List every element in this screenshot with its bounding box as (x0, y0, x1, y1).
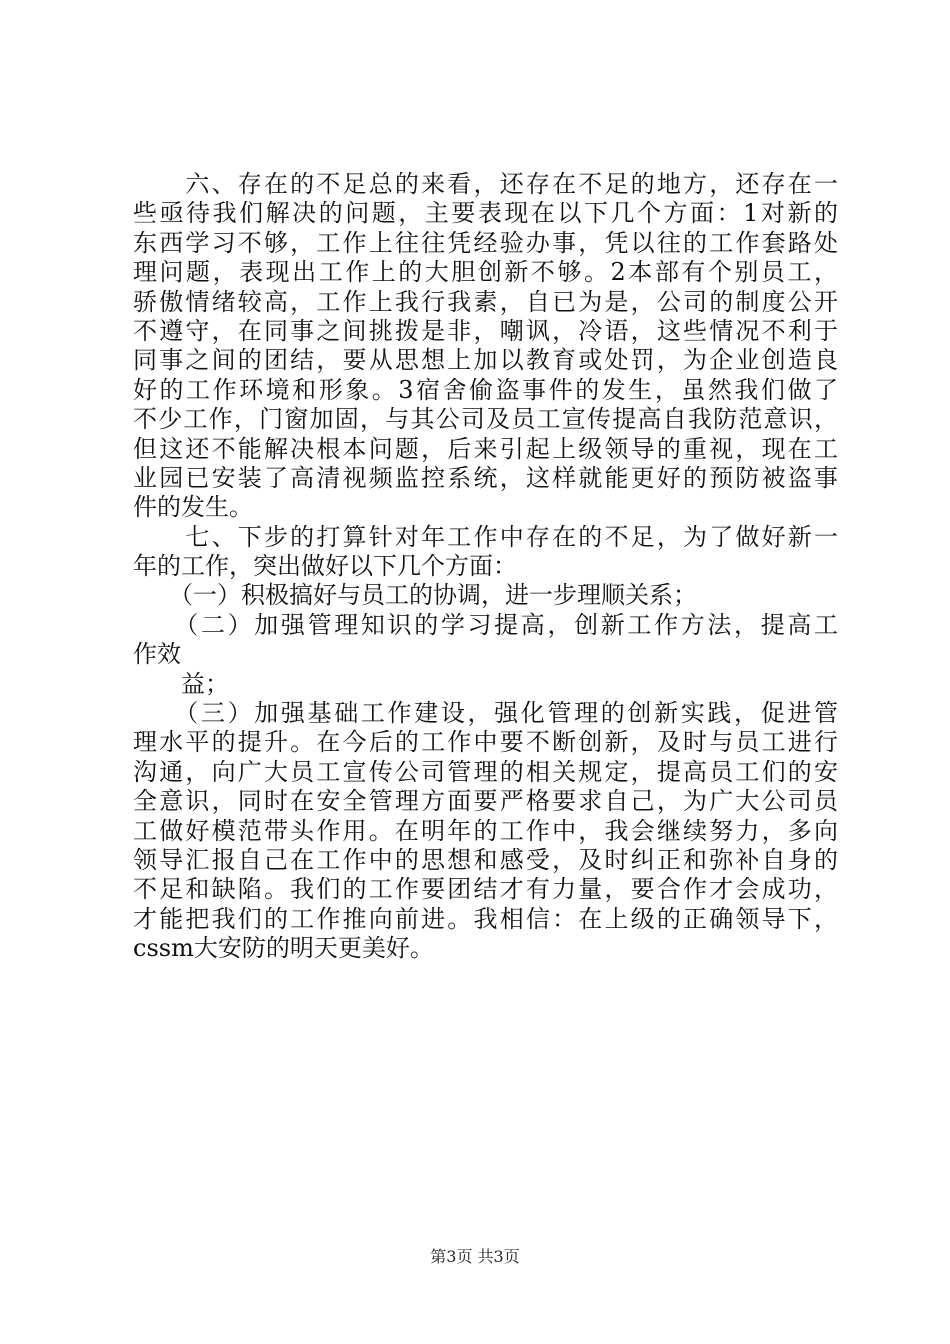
text-line: 年的工作，突出做好以下几个方面： (133, 552, 517, 581)
text-line: 才能把我们的工作推向前进。我相信：在上级的正确领导下， (133, 904, 838, 933)
text-line: 益； (133, 669, 229, 698)
text-line: 好的工作环境和形象。3宿舍偷盗事件的发生，虽然我们做了 (133, 375, 838, 404)
text-line: 东西学习不够，工作上往往凭经验办事，凭以往的工作套路处 (133, 228, 838, 257)
text-line: 作效 (133, 640, 181, 669)
list-item-1 (133, 581, 838, 610)
text-line: 七、下步的打算针对年工作中存在的不足，为了做好新一 (133, 522, 838, 551)
text-line: cssm大安防的明天更美好。 (133, 934, 434, 963)
text-line: 业园已安装了高清视频监控系统，这样就能更好的预防被盗事 (133, 463, 838, 492)
text-line: 骄傲情绪较高，工作上我行我素，自已为是，公司的制度公开 (133, 287, 838, 316)
text-line: 工做好模范带头作用。在明年的工作中，我会继续努力，多向 (133, 816, 838, 845)
text-line: 但这还不能解决根本问题，后来引起上级领导的重视，现在工 (133, 434, 838, 463)
paragraph-7 (133, 523, 838, 582)
text-line: 件的发生。 (133, 493, 253, 522)
text-line: （二）加强管理知识的学习提高，创新工作方法，提高工 (133, 610, 838, 639)
text-line: 些亟待我们解决的问题，主要表现在以下几个方面：1对新的 (133, 199, 838, 228)
list-item-3 (133, 699, 838, 964)
text-line: 六、存在的不足总的来看，还存在不足的地方，还存在一 (133, 170, 838, 198)
text-line: 领导汇报自己在工作中的思想和感受，及时纠正和弥补自身的 (133, 845, 838, 874)
page-footer: 第3页 共3页 (430, 1247, 520, 1266)
document-body (133, 170, 838, 964)
text-line: 不足和缺陷。我们的工作要团结才有力量，要合作才会成功， (133, 875, 838, 904)
text-line: 不少工作，门窗加固，与其公司及员工宣传提高自我防范意识， (133, 405, 838, 434)
paragraph-6 (133, 170, 838, 523)
text-line: （三）加强基础工作建设，强化管理的创新实践，促进管 (133, 699, 838, 728)
text-line: 理问题，表现出工作上的大胆创新不够。2本部有个别员工， (133, 258, 838, 287)
text-line: 全意识，同时在安全管理方面要严格要求自己，为广大公司员 (133, 787, 838, 816)
text-line: 同事之间的团结，要从思想上加以教育或处罚，为企业创造良 (133, 346, 838, 375)
text-line: （一）积极搞好与员工的协调，进一步理顺关系； (133, 581, 697, 610)
text-line: 不遵守，在同事之间挑拨是非，嘲讽，冷语，这些情况不利于 (133, 316, 838, 345)
text-line: 沟通，向广大员工宣传公司管理的相关规定，提高员工们的安 (133, 757, 838, 786)
list-item-2 (133, 611, 838, 699)
text-line: 理水平的提升。在今后的工作中要不断创新，及时与员工进行 (133, 728, 838, 757)
